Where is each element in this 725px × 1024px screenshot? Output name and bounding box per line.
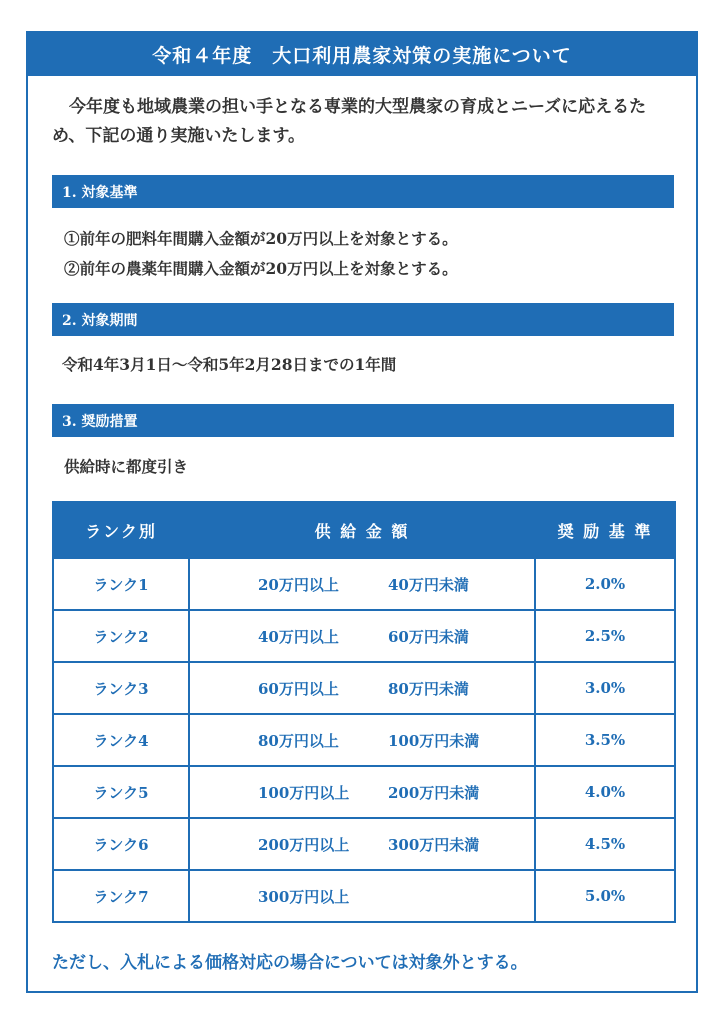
- amount-cell: [189, 610, 535, 662]
- amount-cell: [189, 558, 535, 610]
- amount-cell: [189, 818, 535, 870]
- section-heading-incentive: 3. 奨励措置: [52, 404, 674, 437]
- table-row: [53, 818, 675, 870]
- rank-cell: ランク5: [53, 766, 189, 818]
- header-rank: ランク別: [53, 502, 189, 558]
- amount-cell: [189, 662, 535, 714]
- section-heading-criteria: 1. 対象基準: [52, 175, 674, 208]
- table-row: [53, 870, 675, 922]
- rank-cell: ランク2: [53, 610, 189, 662]
- table-row: [53, 610, 675, 662]
- rate-cell: 2.0%: [535, 558, 675, 610]
- rate-cell: 5.0%: [535, 870, 675, 922]
- rate-cell: 4.0%: [535, 766, 675, 818]
- section-heading-period: 2. 対象期間: [52, 303, 674, 336]
- page-title: 令和４年度 大口利用農家対策の実施について: [28, 33, 696, 76]
- rank-table: [52, 501, 676, 923]
- rank-cell: ランク3: [53, 662, 189, 714]
- amount-to: 100万円未満: [388, 731, 480, 750]
- table-row: [53, 558, 675, 610]
- amount-to: 300万円未満: [388, 835, 480, 854]
- rank-cell: ランク7: [53, 870, 189, 922]
- criteria-line-2: ②前年の農薬年間購入金額が20万円以上を対象とする。: [64, 259, 458, 278]
- amount-from: 20万円以上: [258, 575, 339, 594]
- amount-cell: [189, 766, 535, 818]
- rank-cell: ランク4: [53, 714, 189, 766]
- document-frame: [26, 31, 698, 993]
- header-rate: 奨 励 基 準: [535, 502, 675, 558]
- period-line: 令和4年3月1日～令和5年2月28日までの1年間: [62, 355, 397, 374]
- amount-from: 80万円以上: [258, 731, 339, 750]
- amount-from: 40万円以上: [258, 627, 339, 646]
- table-row: [53, 714, 675, 766]
- amount-to: 40万円未満: [388, 575, 469, 594]
- amount-to: 80万円未満: [388, 679, 469, 698]
- criteria-line-1: ①前年の肥料年間購入金額が20万円以上を対象とする。: [64, 229, 458, 248]
- amount-cell: [189, 870, 535, 922]
- rank-cell: ランク6: [53, 818, 189, 870]
- amount-from: 60万円以上: [258, 679, 339, 698]
- amount-from: 300万円以上: [258, 887, 350, 906]
- amount-from: 200万円以上: [258, 835, 350, 854]
- amount-from: 100万円以上: [258, 783, 350, 802]
- table-header-row: [53, 502, 675, 558]
- amount-cell: [189, 714, 535, 766]
- table-row: [53, 662, 675, 714]
- footnote: ただし、入札による価格対応の場合については対象外とする。: [52, 953, 528, 973]
- rate-cell: 2.5%: [535, 610, 675, 662]
- amount-to: 200万円未満: [388, 783, 480, 802]
- table-row: [53, 766, 675, 818]
- rank-cell: ランク1: [53, 558, 189, 610]
- amount-to: 60万円未満: [388, 627, 469, 646]
- incentive-line: 供給時に都度引き: [64, 457, 189, 476]
- header-amount: 供 給 金 額: [189, 502, 535, 558]
- intro-paragraph: 今年度も地域農業の担い手となる専業的大型農家の育成とニーズに応えるため、下記の通り実施いたします。: [52, 97, 647, 146]
- rate-cell: 3.5%: [535, 714, 675, 766]
- rate-cell: 4.5%: [535, 818, 675, 870]
- rate-cell: 3.0%: [535, 662, 675, 714]
